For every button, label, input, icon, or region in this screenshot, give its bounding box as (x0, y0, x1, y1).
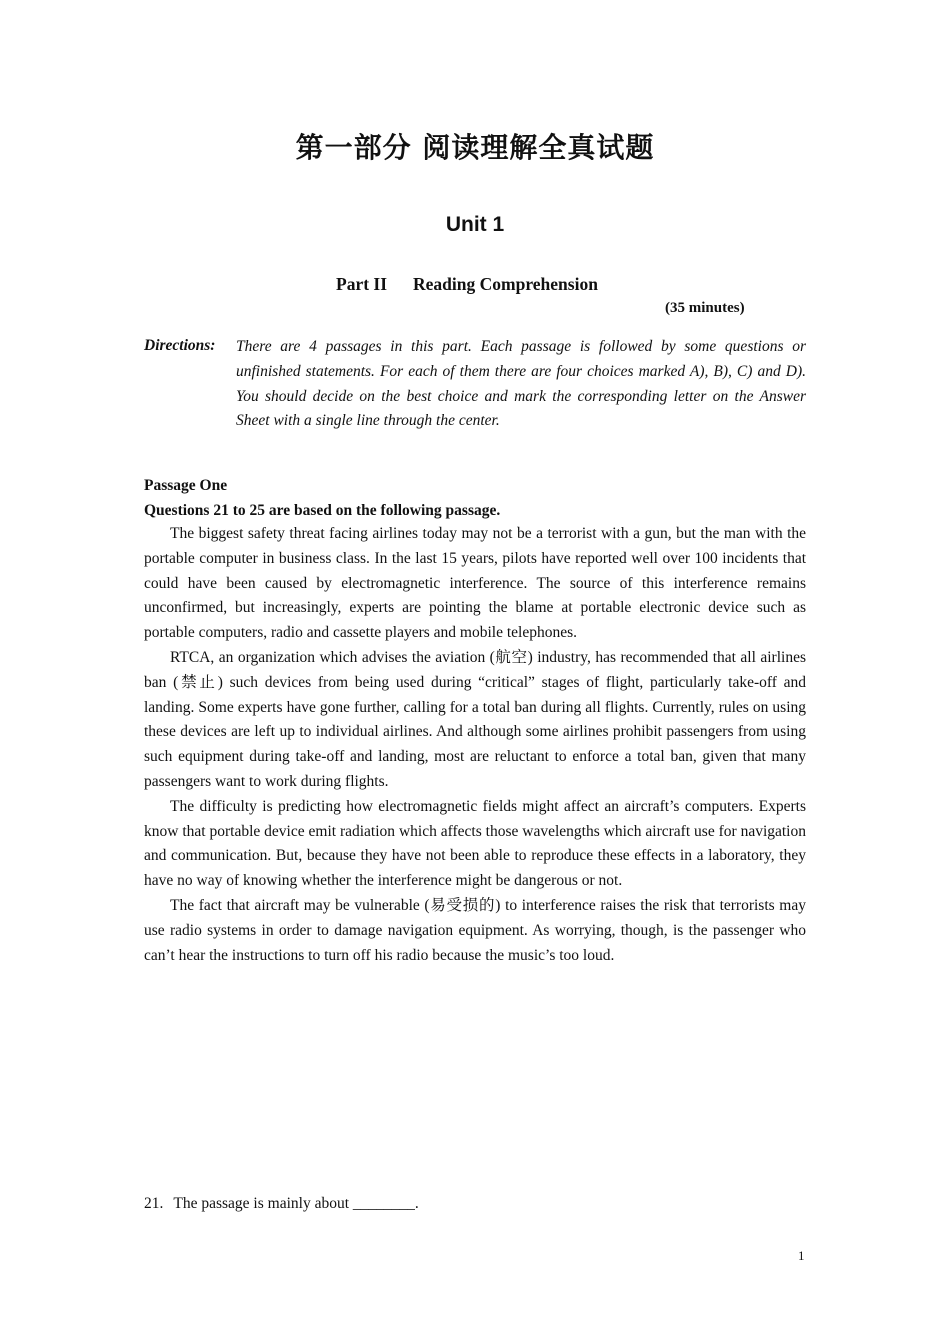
paragraph: The difficulty is predicting how electromagnetic fields might affect an aircraft’s computers. Experts know that portable device emit radiation which affects those wavelengths which aircraft use for navigation and communication. But, because they have not been able to reproduce these effects in a laboratory, they have no way of knowing whether the interference might be dangerous or not. (144, 797, 806, 890)
page-title: 第一部分 阅读理解全真试题 (295, 131, 655, 164)
paragraph: The biggest safety threat facing airlines today may not be a terrorist with a gun, but the man with the portable computer in business class. In the last 15 years, pilots have reported well over 100 incidents that could have been caused by electromagnetic interference. The source of this interference remains unconfirmed, but increasingly, experts are pointing the blame at portable electronic device such as portable computers, radio and cassette players and mobile telephones. (144, 525, 806, 642)
part-name: Reading Comprehension (413, 274, 598, 294)
question-text: The passage is mainly about ________. (173, 1195, 419, 1212)
paragraph: The fact that aircraft may be vulnerable (易受损的) to interference raises the risk that terrorists may use radio systems in order to damage navigation equipment. As worrying, though, is the passenger who can’t hear the instructions to turn off his radio because the music’s too loud. (144, 896, 806, 964)
part-number: Part II (336, 274, 388, 294)
question-number: 21. (144, 1195, 164, 1212)
unit-heading: Unit 1 (445, 213, 505, 236)
question-21 (144, 1195, 419, 1213)
passage-header (144, 474, 500, 524)
passage-body (144, 522, 806, 968)
passage-instruction: Questions 21 to 25 are based on the following passage. (144, 501, 501, 519)
page-number: 1 (798, 1248, 805, 1263)
directions-label: Directions: (144, 337, 216, 354)
time-limit: (35 minutes) (665, 300, 745, 316)
part-heading (336, 274, 598, 295)
directions-text: There are 4 passages in this part. Each passage is followed by some questions or unfinished statements. For each of them there are four choices marked A), B), C) and D). You should decide on the best choice and mark the corresponding letter on the Answer Sheet with a single line through the center. (236, 338, 806, 430)
paragraph: RTCA, an organization which advises the aviation (航空) industry, has recommended that all airlines ban (禁止) such devices from being used during “critical” stages of flight, particularly take-off and landing. Some experts have gone further, calling for a total ban during all flights. Currently, rules on using these devices are left up to individual airlines. And although some airlines prohibit passengers from using such equipment during take-off and landing, most are reluctant to enforce a total ban, given that many passengers want to work during flights. (144, 648, 806, 790)
passage-title: Passage One (144, 477, 228, 494)
